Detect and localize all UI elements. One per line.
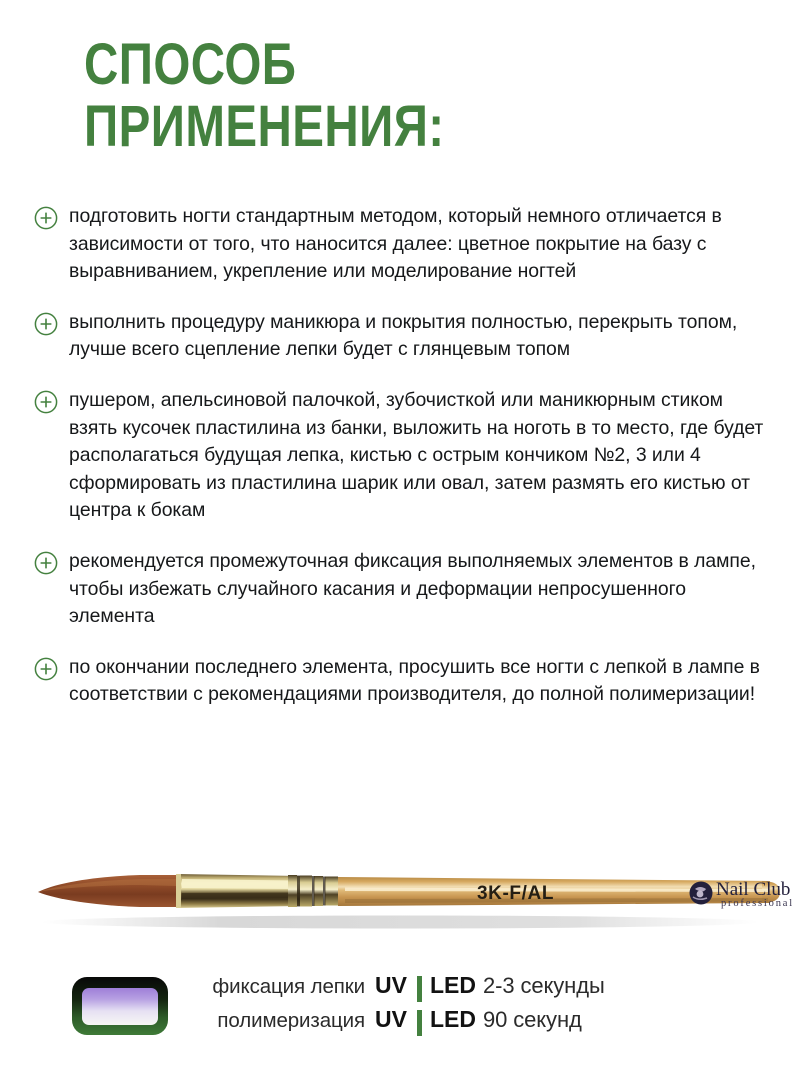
plus-circle-icon — [34, 312, 58, 336]
steps-list — [34, 203, 774, 709]
brush-model-code: 3K-F/AL — [477, 883, 555, 904]
curing-uv-label: UV — [375, 1006, 407, 1032]
curing-time-value: 2-3 секунды — [482, 973, 605, 998]
page-title — [84, 34, 724, 158]
brush-brand-tagline: professional — [721, 898, 794, 909]
list-item — [34, 548, 774, 631]
curing-row-polymerization — [190, 1006, 750, 1040]
curing-led-label: LED — [429, 972, 476, 998]
list-item-text: выполнить процедуру маникюра и покрытия полностью, перекрыть топом, лучше всего сцепление лепки будет с глянцевым топом — [69, 310, 738, 361]
list-item — [34, 309, 774, 364]
list-item-text: по окончании последнего элемента, просушить все ногти с лепкой в лампе в соответствии с рекомендациями производителя, до полной полимеризации! — [69, 655, 760, 706]
curing-label: фиксация лепки — [212, 975, 365, 998]
curing-row-fixation — [190, 972, 750, 1006]
list-item-text: рекомендуется промежуточная фиксация выполняемых элементов в лампе, чтобы избежать случайного касания и деформации непросушенного элемента — [69, 549, 756, 628]
uv-led-lamp-icon — [70, 975, 170, 1037]
list-item-text: подготовить ногти стандартным методом, который немного отличается в зависимости от того, что наносится далее: цветное покрытие на базу с выравниванием, укрепление или моделирование ногтей — [69, 205, 722, 283]
curing-led-label: LED — [429, 1006, 476, 1032]
curing-info-bar — [70, 968, 750, 1044]
list-item-text: пушером, апельсиновой палочкой, зубочисткой или маникюрным стиком взять кусочек пластилина из банки, выложить на ноготь в то место, где будет располагаться будущая лепка, кистью с острым кончиком №2, 3 или 4 сформировать из пластилина шарик или овал, затем размять его кистью от центра к бокам — [69, 388, 764, 522]
list-item — [34, 203, 774, 286]
curing-rows — [190, 972, 750, 1040]
paint-brush-illustration — [0, 862, 800, 942]
curing-divider — [417, 1010, 422, 1036]
plus-circle-icon — [34, 657, 58, 681]
plus-circle-icon — [34, 390, 58, 414]
list-item — [34, 654, 774, 709]
curing-uv-label: UV — [375, 972, 407, 998]
curing-time-value: 90 секунд — [482, 1007, 582, 1032]
plus-circle-icon — [34, 206, 58, 230]
curing-divider — [417, 976, 422, 1002]
brush-brand-name: Nail Club — [716, 879, 791, 900]
page-title-line-1: СПОСОБ — [84, 32, 297, 97]
nail-club-logo-emblem — [690, 882, 713, 905]
list-item — [34, 387, 774, 525]
plus-circle-icon — [34, 551, 58, 575]
page-title-line-2: ПРИМЕНЕНИЯ: — [84, 94, 445, 159]
curing-label: полимеризация — [217, 1009, 365, 1032]
